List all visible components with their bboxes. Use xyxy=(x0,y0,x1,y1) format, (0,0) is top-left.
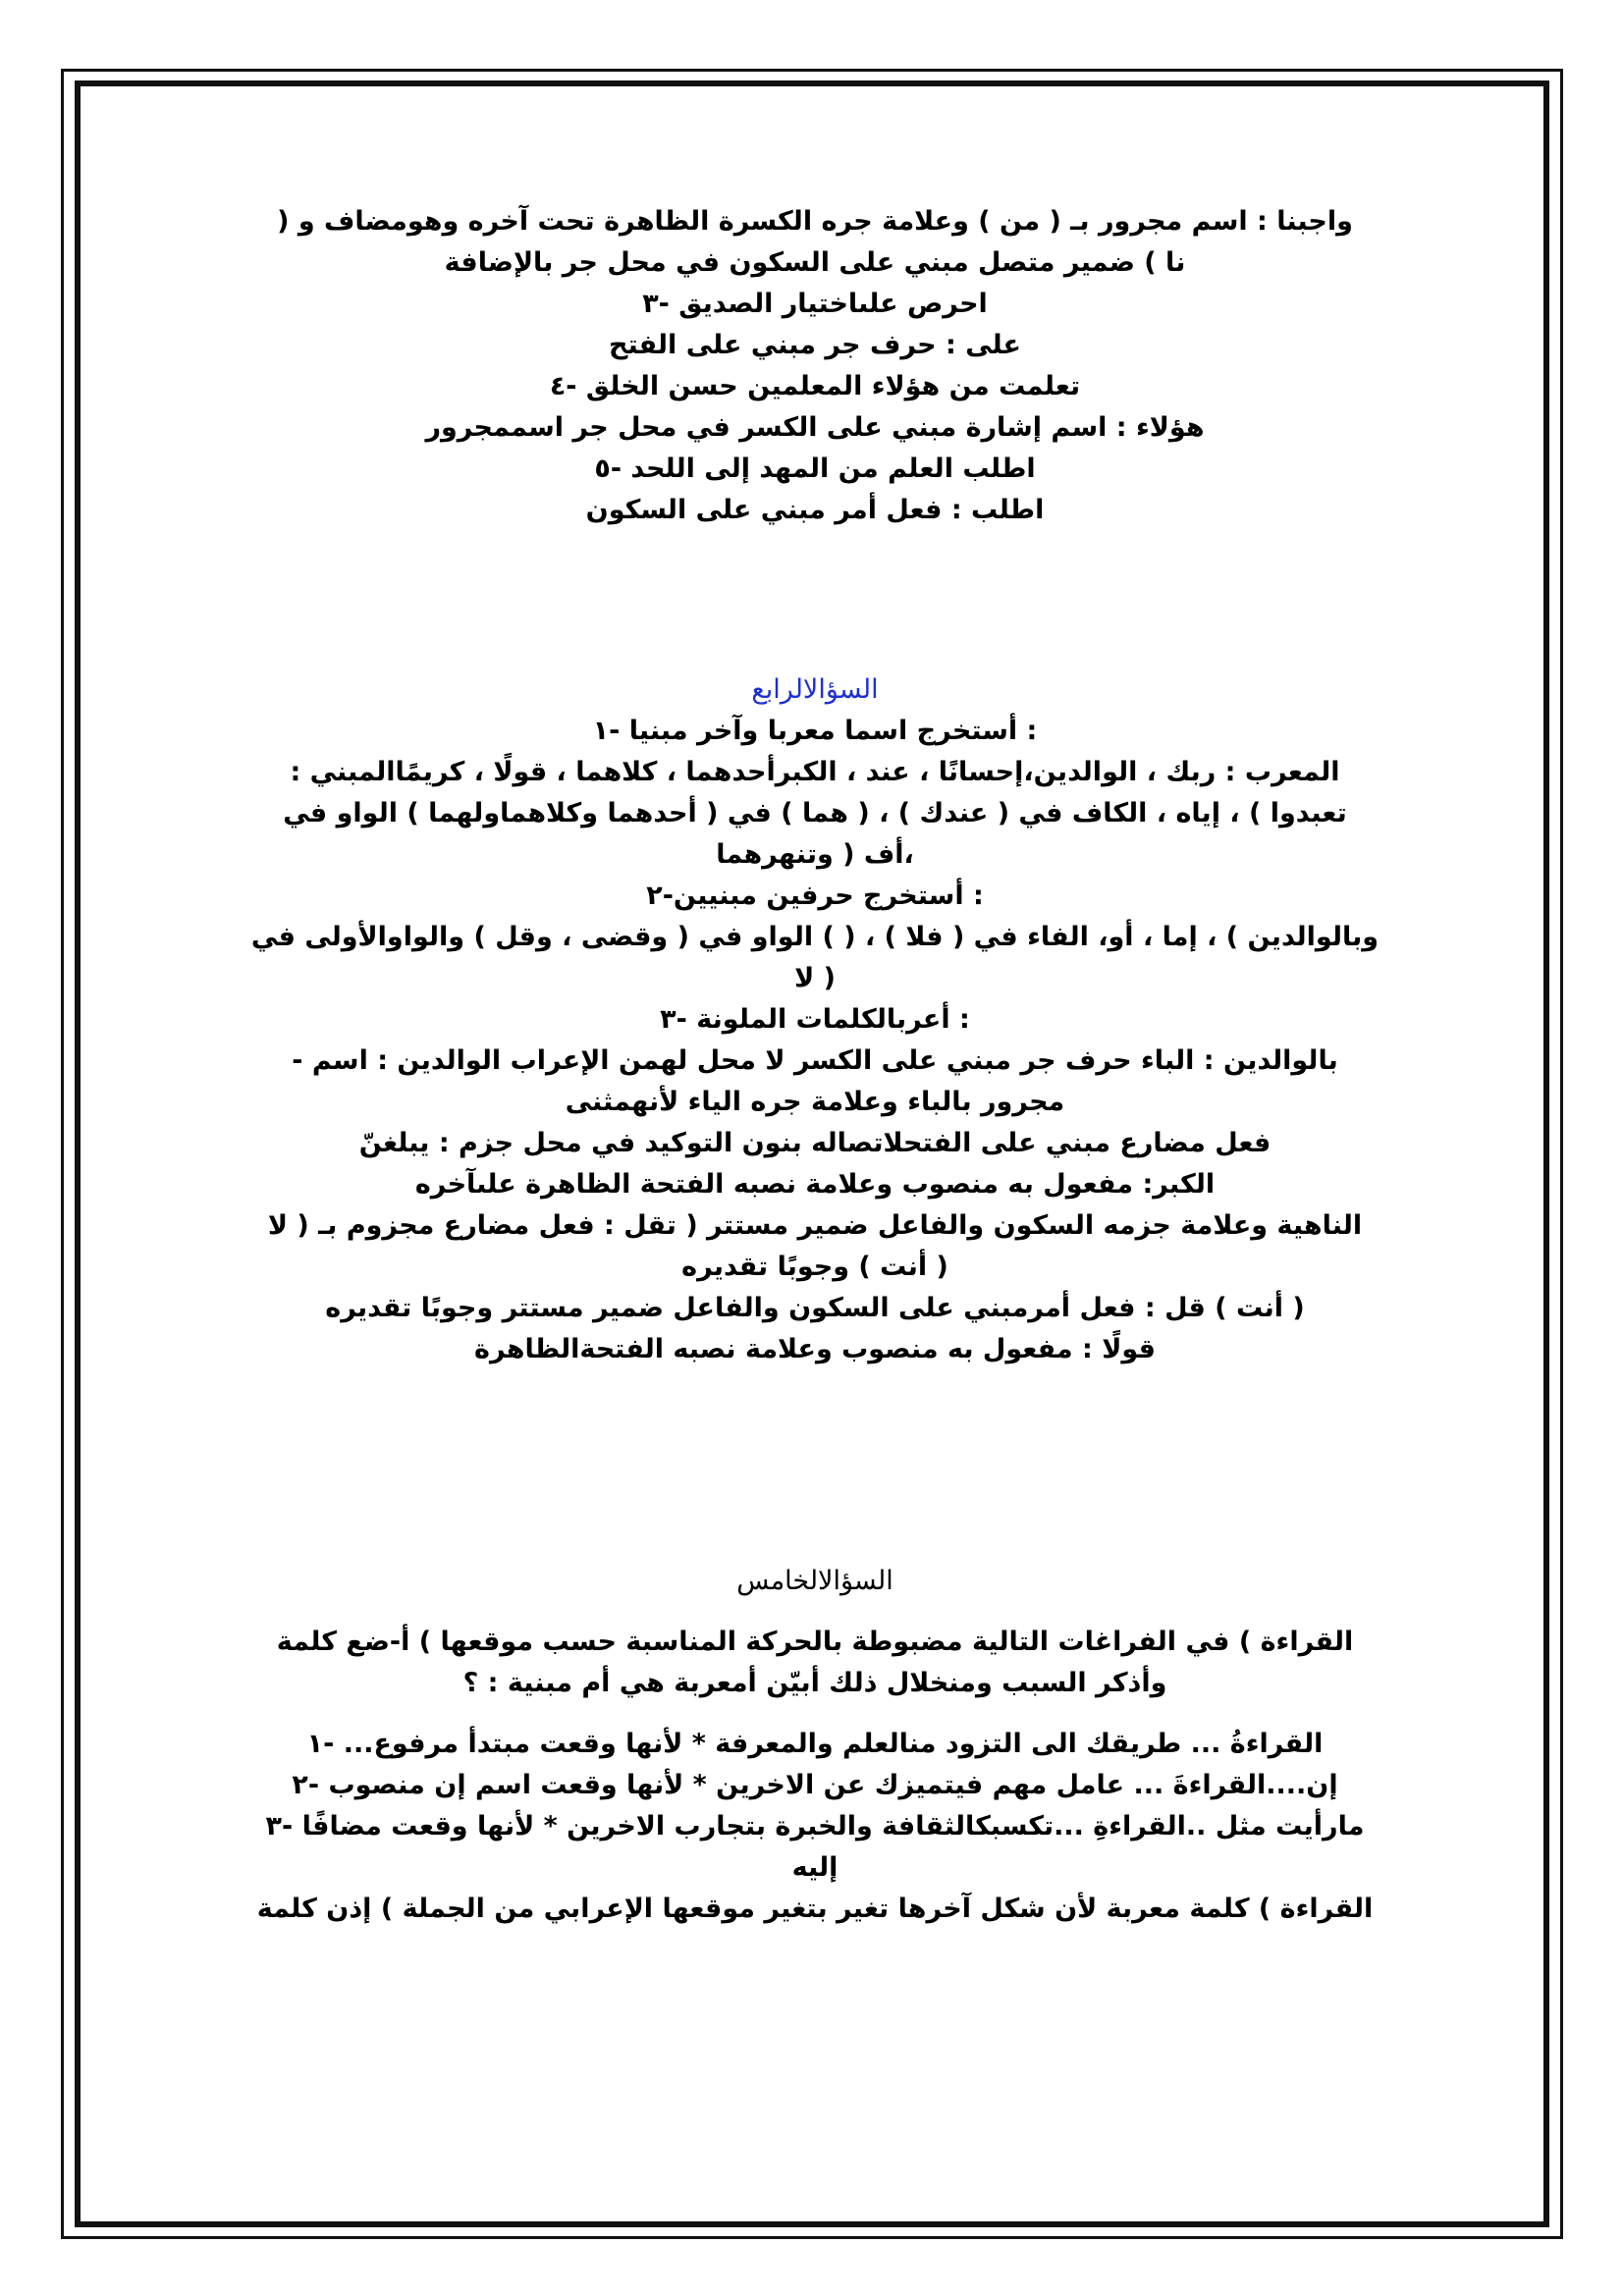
text-line: : أستخرج اسما معربا وآخر مبنيا -١ xyxy=(592,716,1038,746)
text-line: إن....القراءةَ ... عامل مهم فيتميزك عن الاخرين * لأنها وقعت اسم إن منصوب -٢ xyxy=(292,1770,1338,1800)
text-line: : أستخرج حرفين مبنيين-٢ xyxy=(646,881,984,911)
text-line: ( أنت ) قل : فعل أمرمبني على السكون والفاعل ضمير مستتر وجوبًا تقديره xyxy=(325,1293,1305,1323)
text-line: على : حرف جر مبني على الفتح xyxy=(608,330,1022,360)
section-question-four xyxy=(196,669,1434,1370)
text-line: تعلمت من هؤلاء المعلمين حسن الخلق -٤ xyxy=(549,371,1081,401)
question-four-heading: السؤالالرابع xyxy=(751,674,879,705)
question-five-heading: السؤالالخامس xyxy=(736,1566,893,1596)
text-line: فعل مضارع مبني على الفتحلاتصاله بنون التوكيد في محل جزم : يبلغنّ xyxy=(358,1128,1271,1158)
text-line: احرص علىاختيار الصديق -٣ xyxy=(642,289,988,319)
text-line: تعبدوا ) ، إياه ، الكاف في ( عندك ) ، ( هما ) في ( أحدهما وكلاهماولهما ) الواو في xyxy=(283,798,1347,828)
text-line: إليه xyxy=(791,1852,839,1883)
text-line: بالوالدين : الباء حرف جر مبني على الكسر لا محل لهمن الإعراب الوالدين : اسم - xyxy=(292,1045,1338,1076)
text-line: الناهية وعلامة جزمه السكون والفاعل ضمير مستتر ( تقل : فعل مضارع مجزوم بـ ( لا xyxy=(267,1210,1363,1241)
text-line: ،أف ( وتنهرهما xyxy=(716,839,914,870)
text-line: وأذكر السبب ومنخلال ذلك أبيّن أمعربة هي أم مبنية : ؟ xyxy=(462,1668,1167,1698)
text-line: ( أنت ) وجوبًا تقديره xyxy=(681,1252,948,1282)
text-line: القراءة ) في الفراغات التالية مضبوطة بالحركة المناسبة حسب موقعها ) أ-ضع كلمة xyxy=(276,1627,1354,1657)
text-line: اطلب العلم من المهد إلى اللحد -٥ xyxy=(594,454,1036,484)
text-line: هؤلاء : اسم إشارة مبني على الكسر في محل جر اسممجرور xyxy=(425,412,1205,443)
section-question-five xyxy=(196,1561,1434,1930)
text-line: القراءةُ ... طريقك الى التزود منالعلم والمعرفة * لأنها وقعت مبتدأ مرفوع... -١ xyxy=(306,1729,1324,1759)
text-line: اطلب : فعل أمر مبني على السكون xyxy=(585,495,1045,525)
text-line: نا ) ضمير متصل مبني على السكون في محل جر بالإضافة xyxy=(444,247,1186,278)
text-line: واجبنا : اسم مجرور بـ ( من ) وعلامة جره الكسرة الظاهرة تحت آخره وهومضاف و ( xyxy=(277,206,1353,237)
text-line: ( لا xyxy=(794,963,836,993)
text-line: المعرب : ربك ، الوالدين،إحسانًا ، عند ، الكبرأحدهما ، كلاهما ، قولًا ، كريمًاالمبني : xyxy=(290,757,1340,787)
text-line: الكبر: مفعول به منصوب وعلامة نصبه الفتحة الظاهرة علىآخره xyxy=(414,1169,1216,1200)
text-line: قولًا : مفعول به منصوب وعلامة نصبه الفتحةالظاهرة xyxy=(474,1334,1156,1364)
text-line: القراءة ) كلمة معربة لأن شكل آخرها تغير بتغير موقعها الإعرابي من الجملة ) إذن كلمة xyxy=(256,1894,1374,1924)
text-line: : أعربالكلمات الملونة -٣ xyxy=(660,1004,970,1035)
section-answers-continued xyxy=(196,201,1434,531)
text-line: مارأيت مثل ..القراءةِ ...تكسبكالثقافة والخبرة بتجارب الاخرين * لأنها وقعت مضافًا -٣ xyxy=(265,1811,1365,1842)
text-line: وبالوالدين ) ، إما ، أو، الفاء في ( فلا ) ، ( ) الواو في ( وقضى ، وقل ) والواوالأولى في xyxy=(250,922,1380,952)
text-line: مجرور بالباء وعلامة جره الياء لأنهمثنى xyxy=(565,1087,1065,1117)
